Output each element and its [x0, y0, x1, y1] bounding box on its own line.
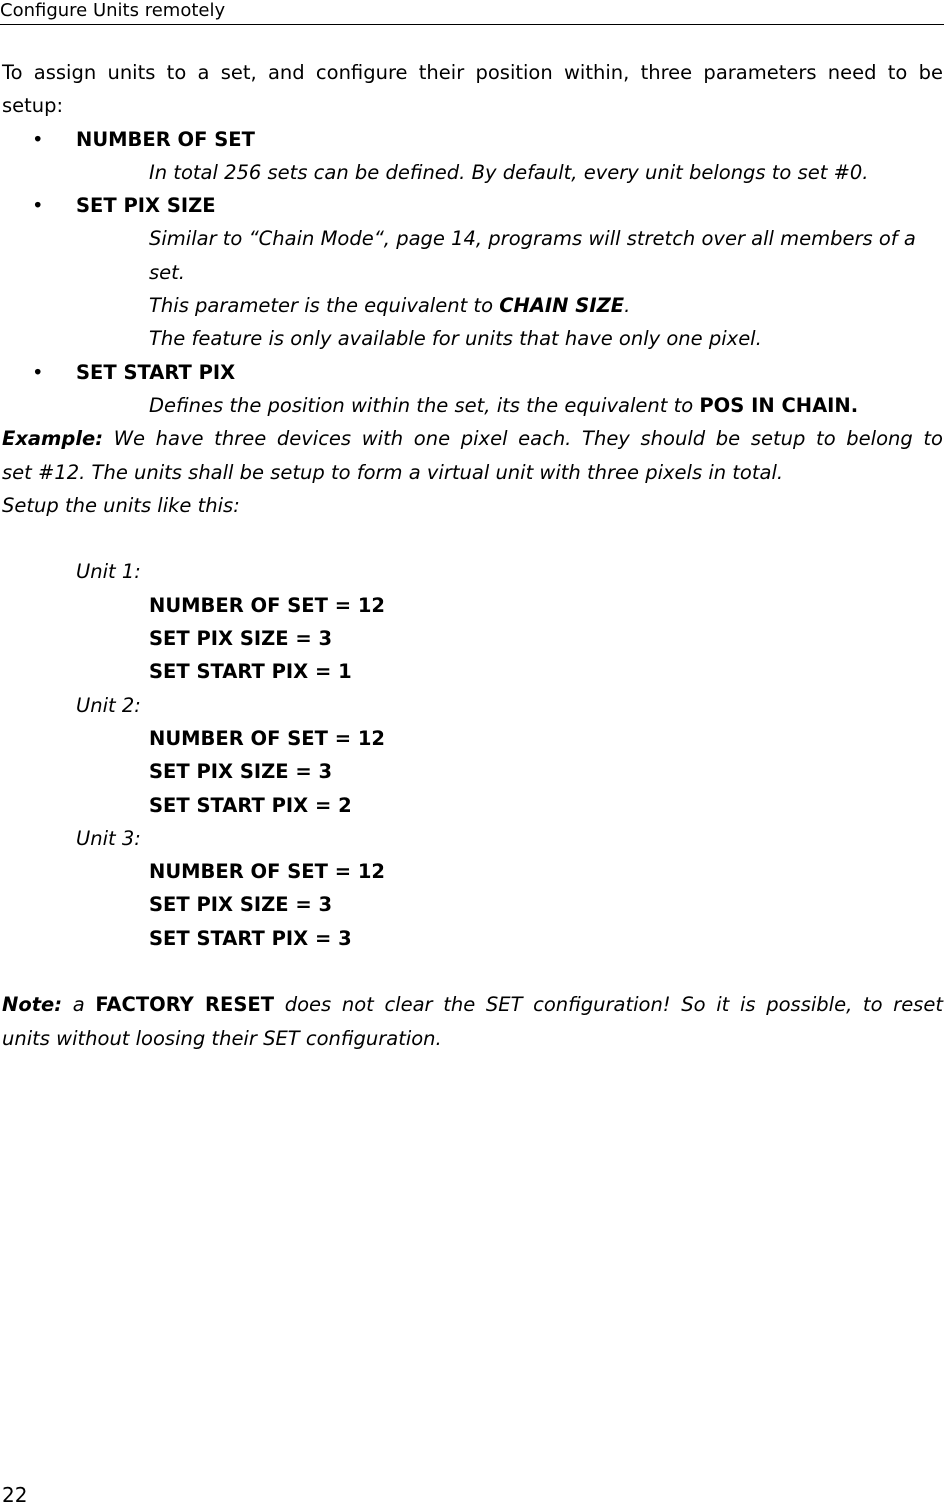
- spacer: [2, 955, 943, 988]
- unit-setting: SET START PIX = 2: [149, 793, 352, 817]
- pos-in-chain-term: POS IN CHAIN: [699, 393, 851, 417]
- unit-setting: NUMBER OF SET = 12: [149, 860, 385, 884]
- note-line-1: [2, 988, 943, 1021]
- unit-setting: NUMBER OF SET = 12: [149, 593, 385, 617]
- param-description-text: .: [624, 294, 631, 318]
- note-text: does not clear the SET configuration! So it is possible, to reset: [274, 993, 943, 1017]
- param-set-pix-size: [2, 189, 943, 222]
- unit-label: Unit 2:: [76, 693, 141, 717]
- example-line-1: [2, 422, 943, 455]
- param-name: NUMBER OF SET: [76, 127, 255, 151]
- param-number-of-set: [2, 123, 943, 156]
- param-description: [2, 389, 943, 422]
- page-header-title: Configure Units remotely: [0, 0, 226, 21]
- unit-setting: NUMBER OF SET = 12: [149, 726, 385, 750]
- unit-setting: SET PIX SIZE = 3: [149, 627, 333, 651]
- example-line-2: set #12. The units shall be setup to form a virtual unit with three pixels in total.: [2, 460, 784, 484]
- param-set-start-pix: [2, 356, 943, 389]
- note-line-2: units without loosing their SET configuration.: [2, 1026, 442, 1050]
- unit-label: Unit 3:: [76, 826, 141, 850]
- bullet-icon: •: [32, 360, 44, 384]
- document-body: [2, 56, 943, 1055]
- intro-line-2: setup:: [2, 94, 64, 118]
- param-description-text: .: [850, 393, 859, 417]
- param-description-text: This parameter is the equivalent to: [149, 294, 500, 318]
- unit-setting: SET PIX SIZE = 3: [149, 893, 333, 917]
- page-header: [0, 0, 944, 25]
- factory-reset-term: FACTORY RESET: [95, 993, 275, 1017]
- intro-line-1: To assign units to a set, and configure their position within, three parameters need to be: [2, 61, 943, 84]
- chain-size-term: CHAIN SIZE: [499, 294, 625, 318]
- unit-setting: SET START PIX = 1: [149, 660, 352, 684]
- unit-setting: SET PIX SIZE = 3: [149, 760, 333, 784]
- note-label: Note:: [2, 993, 63, 1017]
- param-description: [2, 289, 943, 322]
- example-label: Example:: [2, 427, 104, 451]
- param-name: SET PIX SIZE: [76, 194, 216, 218]
- spacer: [2, 522, 943, 555]
- example-text: We have three devices with one pixel each. They should be setup to belong to: [103, 427, 943, 451]
- unit-setting: SET START PIX = 3: [149, 926, 352, 950]
- bullet-icon: •: [32, 194, 44, 218]
- param-name: SET START PIX: [76, 360, 236, 384]
- param-description: set.: [149, 260, 186, 284]
- page-number: 22: [2, 1483, 28, 1507]
- example-line-3: Setup the units like this:: [2, 493, 240, 517]
- unit-label: Unit 1:: [76, 560, 141, 584]
- bullet-icon: •: [32, 127, 44, 151]
- note-text: a: [62, 993, 96, 1017]
- param-description: In total 256 sets can be defined. By default, every unit belongs to set #0.: [149, 160, 869, 184]
- param-description-text: Defines the position within the set, its the equivalent to: [149, 393, 700, 417]
- param-description: The feature is only available for units that have only one pixel.: [149, 327, 762, 351]
- param-description: Similar to “Chain Mode“, page 14, programs will stretch over all members of a: [149, 227, 916, 251]
